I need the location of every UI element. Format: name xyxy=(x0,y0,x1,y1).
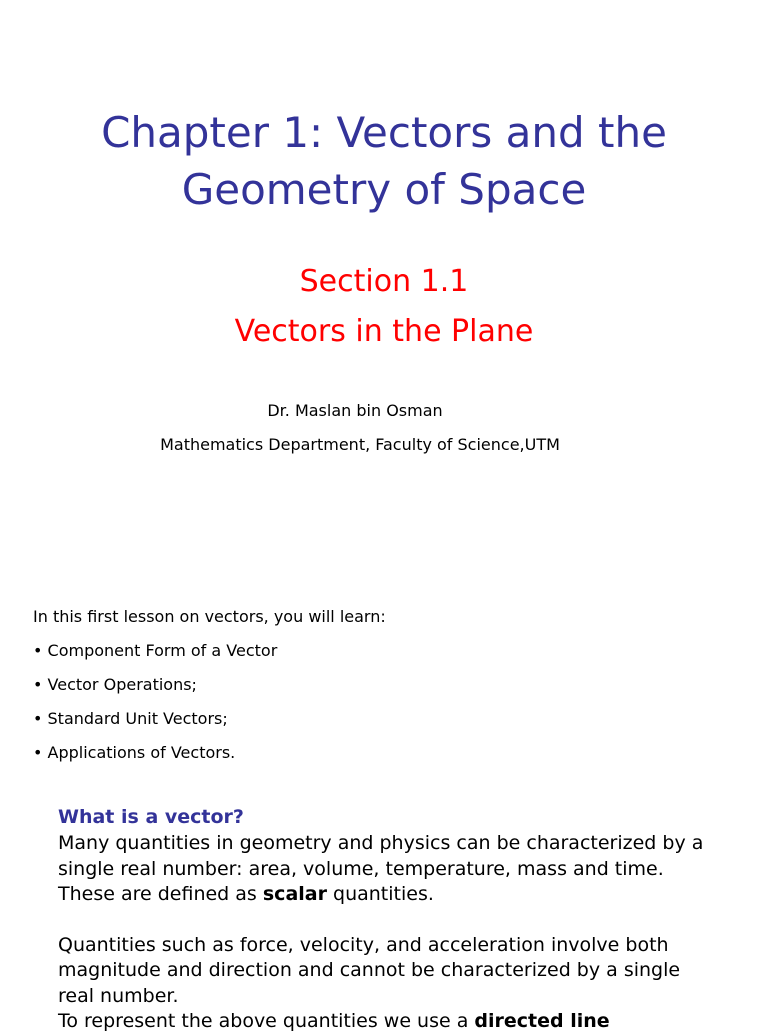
what-is-vector-section xyxy=(58,803,718,1035)
section-number: Section 1.1 xyxy=(299,264,469,299)
author-block xyxy=(0,394,720,462)
scalar-paragraph xyxy=(58,831,718,908)
lesson-intro: In this first lesson on vectors, you will learn: xyxy=(33,607,386,626)
section-block xyxy=(0,260,768,356)
section-heading: What is a vector? xyxy=(58,806,244,828)
lesson-item: • Applications of Vectors. xyxy=(33,743,236,762)
author-affiliation: Mathematics Department, Faculty of Science,UTM xyxy=(160,435,560,454)
lesson-item: • Standard Unit Vectors; xyxy=(33,709,228,728)
slide-title xyxy=(0,104,768,218)
section-title: Vectors in the Plane xyxy=(234,314,534,349)
title-line-1: Chapter 1: Vectors and the xyxy=(101,108,667,157)
lesson-item: • Vector Operations; xyxy=(33,675,197,694)
lesson-item: • Component Form of a Vector xyxy=(33,641,278,660)
scalar-text-end: quantities. xyxy=(326,883,434,905)
author-name: Dr. Maslan bin Osman xyxy=(267,401,443,420)
paragraph-gap xyxy=(58,908,718,933)
vector-quantities-paragraph: Quantities such as force, velocity, and acceleration involve both magnitude and direction and cannot be characterized by a single real number. xyxy=(58,933,681,1007)
directed-line-text: To represent the above quantities we use a xyxy=(58,1010,475,1032)
scalar-text-start: Many quantities in geometry and physics can be characterized by a single real number: area, volume, temperature, mass and time. These are defined as xyxy=(58,832,704,905)
scalar-term: scalar xyxy=(262,883,327,905)
title-line-2: Geometry of Space xyxy=(181,165,587,214)
directed-line-term: directed line xyxy=(474,1010,610,1032)
lesson-objectives xyxy=(33,603,386,773)
directed-line-paragraph xyxy=(58,1009,718,1035)
